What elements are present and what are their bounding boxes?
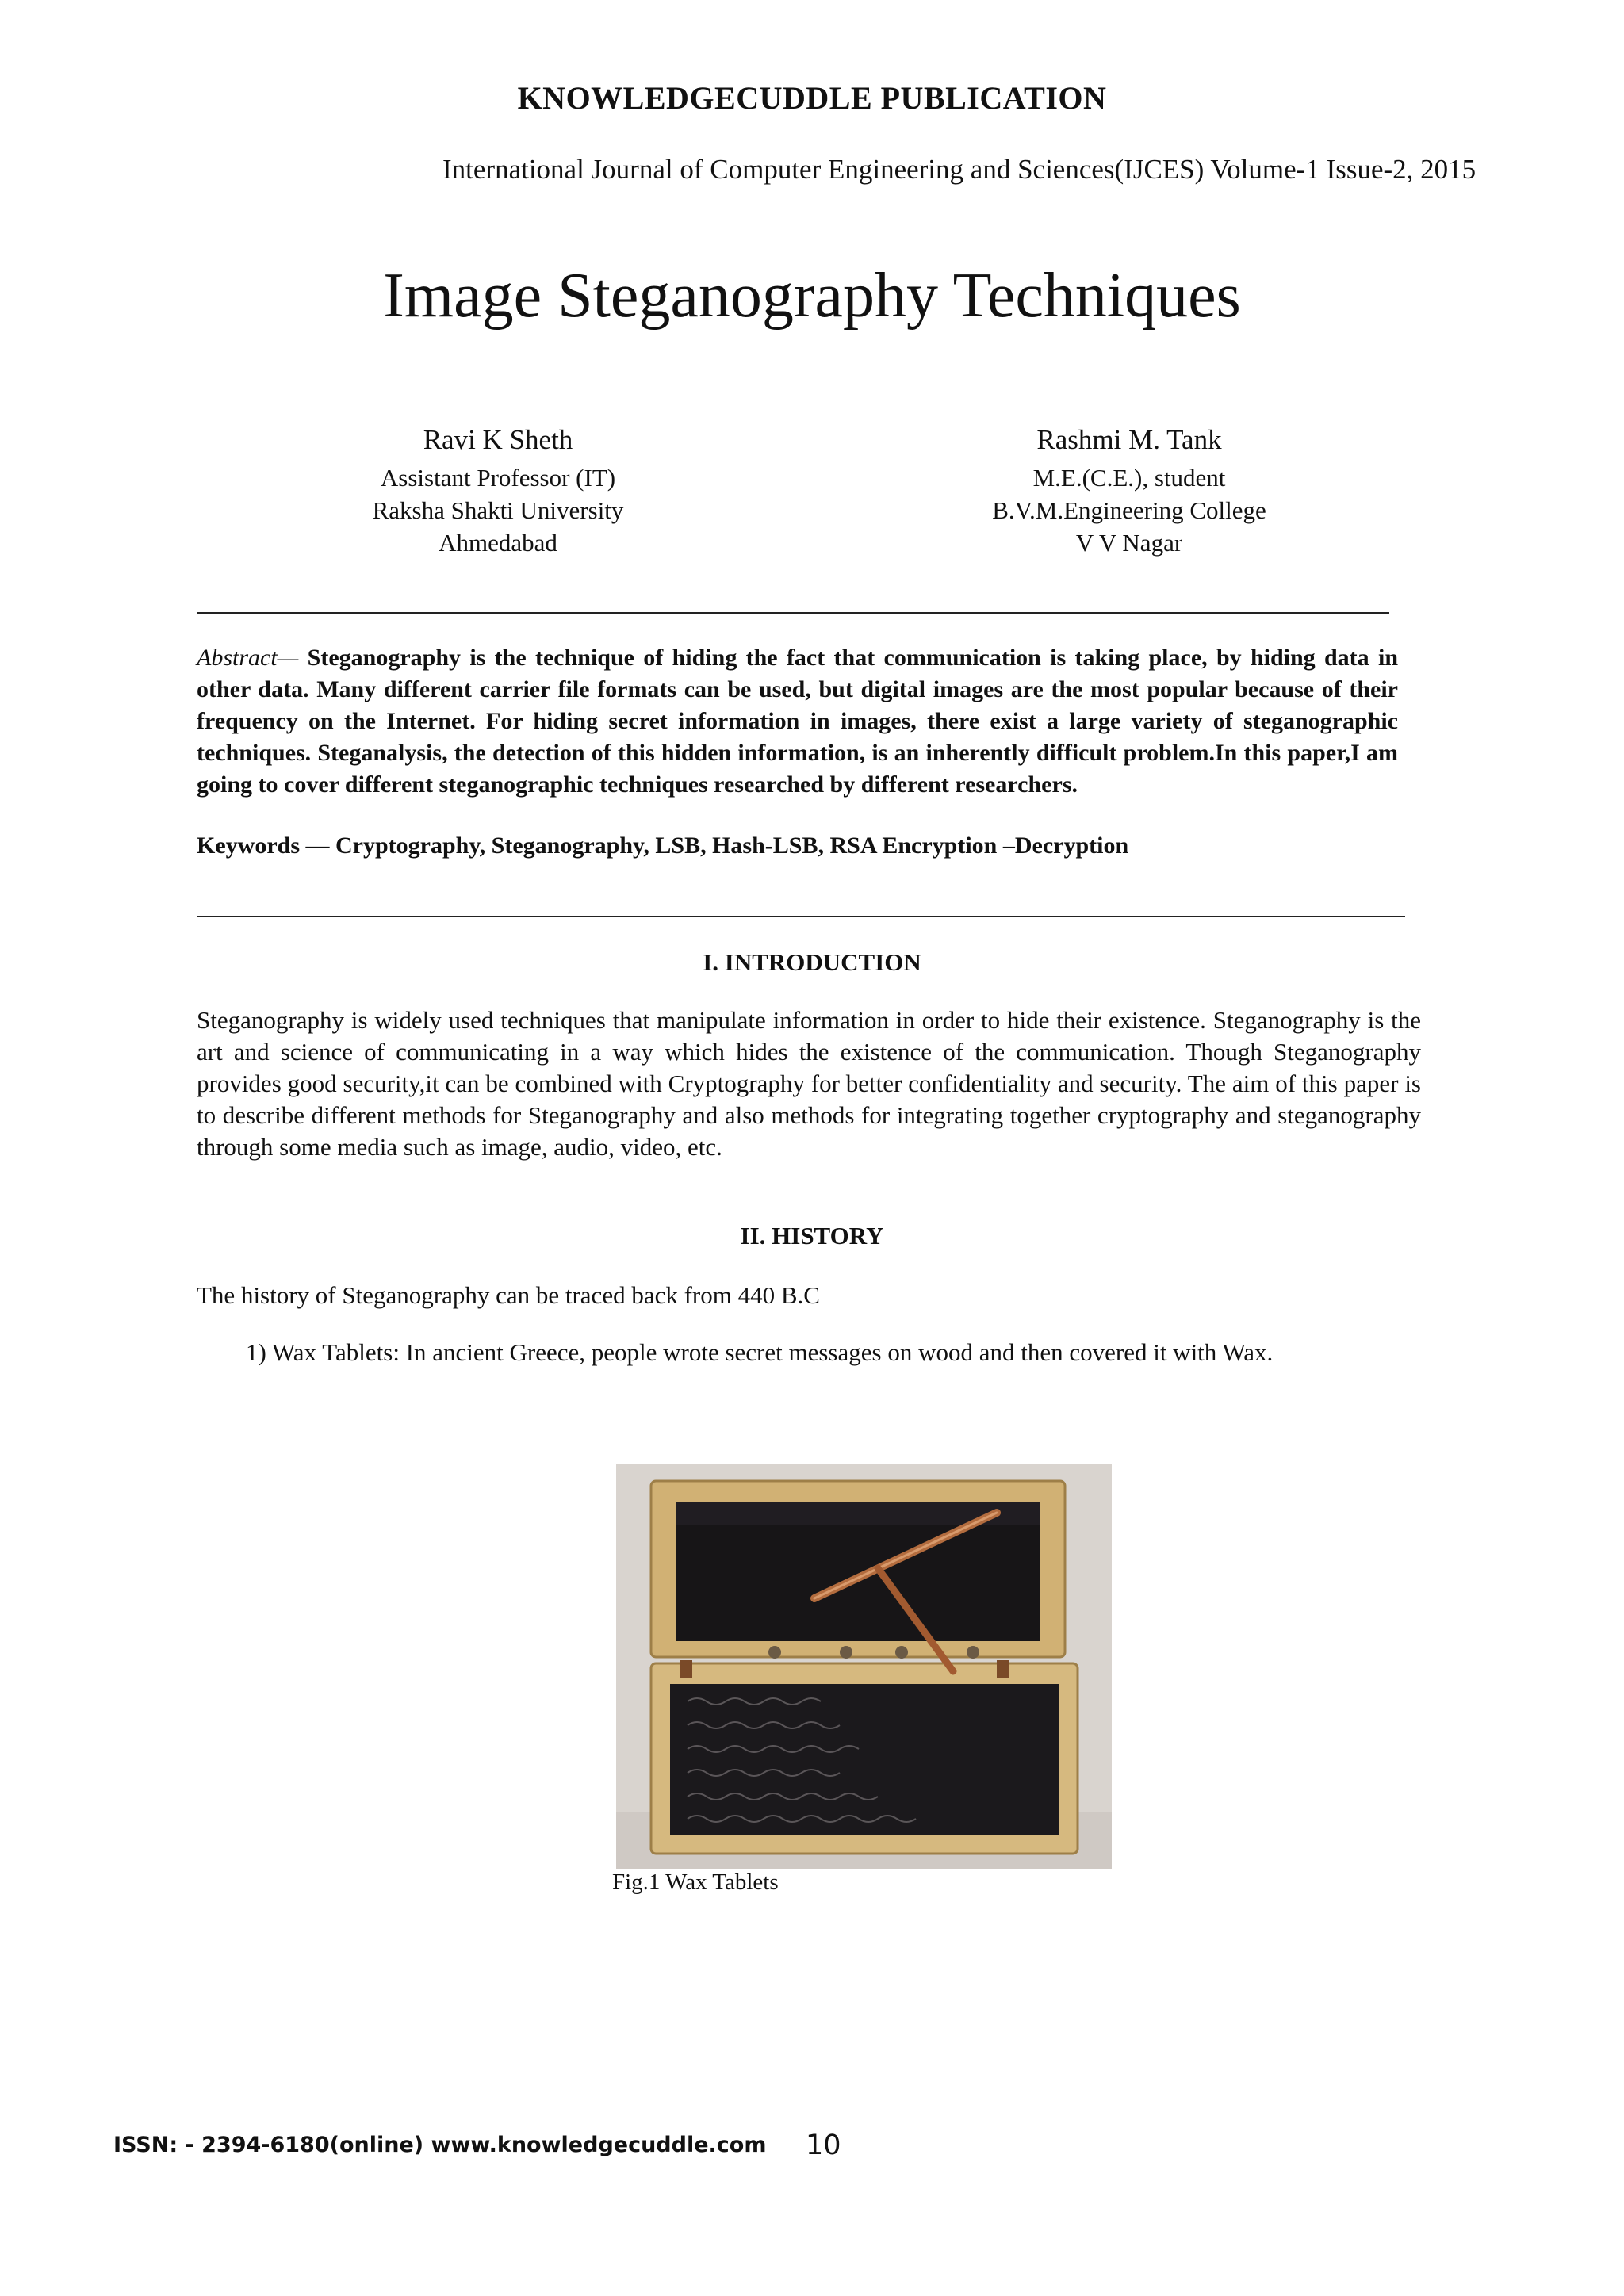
author-position: Assistant Professor (IT) [380, 464, 616, 492]
section-heading-history: II. HISTORY [740, 1222, 884, 1249]
wax-tablets-image [616, 1464, 1112, 1869]
abstract [197, 642, 1398, 801]
author-name: Ravi K Sheth [423, 424, 573, 455]
author-name: Rashmi M. Tank [1036, 424, 1222, 455]
journal-info: International Journal of Computer Engineering and Sciences(IJCES) Volume-1 Issue-2, 2015 [442, 154, 1477, 185]
history-list-item: 1) Wax Tablets: In ancient Greece, people wrote secret messages on wood and then covered it with Wax. [246, 1338, 1274, 1366]
author-position: M.E.(C.E.), student [1032, 464, 1226, 492]
abstract-label: Abstract— [197, 645, 299, 671]
author-institution: B.V.M.Engineering College [992, 496, 1266, 524]
footer-issn: ISSN: - 2394-6180(online) www.knowledgecuddle.com [113, 2133, 767, 2157]
divider-bottom [197, 916, 1405, 917]
keywords: Keywords — Cryptography, Steganography, LSB, Hash-LSB, RSA Encryption –Decryption [197, 832, 1129, 859]
history-paragraph: The history of Steganography can be traced back from 440 B.C [197, 1281, 820, 1309]
author-city: Ahmedabad [439, 529, 557, 557]
publisher-name: KNOWLEDGECUDDLE PUBLICATION [517, 80, 1107, 116]
paper-title: Image Steganography Techniques [383, 261, 1241, 331]
author-city: V V Nagar [1075, 529, 1183, 557]
introduction-paragraph: Steganography is widely used techniques that manipulate information in order to hide their existence. Steganography is the art and science of communicating in a way which hides the existence of the communication. Though Steganography provides good security,it can be combined with Cryptography for better confidentiality and security. The aim of this paper is to describe different methods for Steganography and also methods for integrating together cryptography and steganography through some media such as image, audio, video, etc. [197, 1006, 1421, 1161]
section-heading-introduction: I. INTRODUCTION [703, 948, 921, 976]
author-institution: Raksha Shakti University [372, 496, 624, 524]
abstract-text: Steganography is the technique of hiding the fact that communication is taking place, by hiding data in other data. Many different carrier file formats can be used, but digital images are the most popular because of their frequency on the Internet. For hiding secret information in images, there exist a large variety of steganographic techniques. Steganalysis, the detection of this hidden information, is an inherently difficult problem.In this paper,I am going to cover different steganographic techniques researched by different researchers. [197, 645, 1399, 798]
figure-caption: Fig.1 Wax Tablets [612, 1869, 779, 1895]
page-number: 10 [806, 2130, 841, 2161]
author-block-1 [220, 419, 776, 559]
author-block-2 [852, 419, 1407, 559]
divider-top [197, 612, 1389, 614]
